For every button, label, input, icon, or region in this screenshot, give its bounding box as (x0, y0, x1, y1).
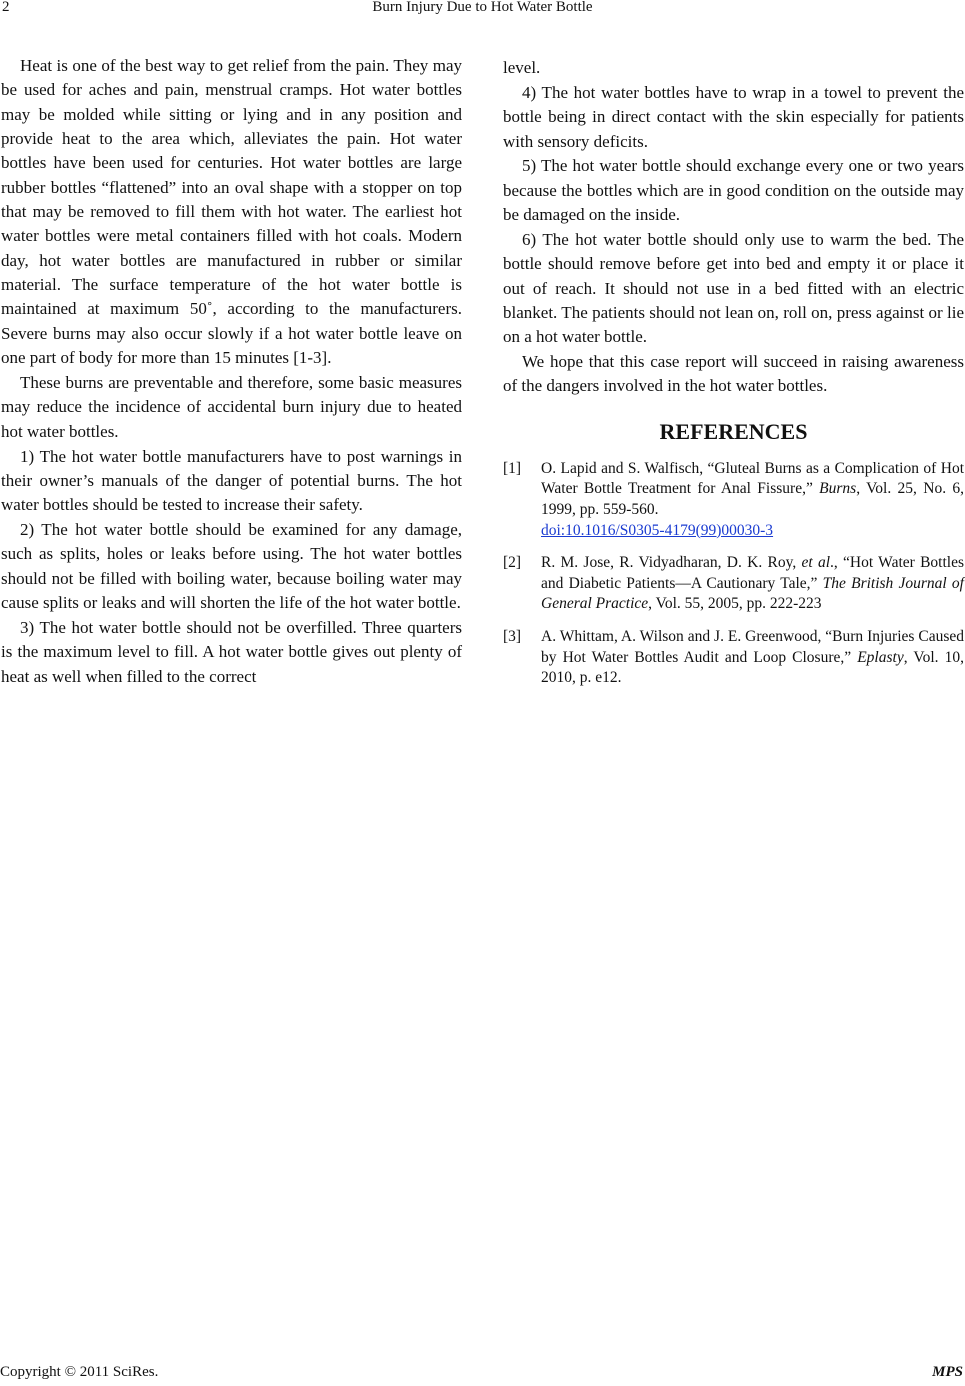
paragraph: 1) The hot water bottle manufacturers have to post warnings in their owner’s manuals of the danger of potential burns. The hot water bottles should be tested to increase their safety. (1, 446, 462, 515)
reference-item (503, 627, 964, 689)
reference-details: , Vol. 55, 2005, pp. 222-223 (648, 595, 822, 613)
reference-doi-link[interactable]: doi:10.1016/S0305-4179(99)00030-3 (541, 521, 774, 539)
reference-etal: et al (801, 554, 831, 572)
left-column (1, 54, 462, 689)
reference-journal: The British Journal of General Practice (541, 574, 964, 613)
paragraph: 3) The hot water bottle should not be overfilled. Three quarters is the maximum level to fill. A hot water bottle gives out plenty of heat as well when filled to the correct (1, 617, 462, 686)
right-column (503, 56, 964, 701)
reference-journal: Eplasty (857, 648, 904, 666)
paragraph: 6) The hot water bottle should only use to warm the bed. The bottle should remove before get into bed and empty it or place it out of reach. It should not use in a bed fitted with an electric blanket. The patients should not lean on, roll on, press against or lie on a hot water bottle. (503, 229, 964, 347)
reference-authors: O. Lapid and S. Walfisch, “Gluteal Burns as a Complication of Hot Water Bottle Treatment for Anal Fissure,” (541, 459, 964, 498)
reference-list (503, 459, 964, 689)
running-title: Burn Injury Due to Hot Water Bottle (372, 0, 593, 15)
copyright-notice: Copyright © 2011 SciRes. (0, 1364, 159, 1380)
paragraph-continuation: level. (503, 58, 541, 77)
reference-authors: R. M. Jose, R. Vidyadharan, D. K. Roy, (541, 554, 802, 572)
reference-journal: Burns (819, 480, 857, 498)
paragraph: 4) The hot water bottles have to wrap in a towel to prevent the bottle being in direct contact with the skin especially for patients with sensory deficits. (503, 82, 964, 151)
paragraph: Heat is one of the best way to get relief from the pain. They may be used for aches and pain, menstrual cramps. Hot water bottles may be molded while sitting or lying and in any position and provide heat to the area which, alleviates the pain. Hot water bottles have been used for centuries. Hot water bottles are large rubber bottles “flattened” into an oval shape with a stopper on top that may be removed to fill them with hot water. The earliest hot water bottles were metal containers filled with hot coals. Modern day, hot water bottles are manufactured in rubber or similar material. The surface temperature of the hot water bottle is maintained at maximum 50˚, according to the manufacturers. Severe burns may also occur slowly if a hot water bottle leave on one part of body for more than 15 minutes [1-3]. (1, 56, 462, 368)
references-heading: REFERENCES (659, 418, 808, 444)
page-number: 2 (2, 0, 10, 15)
paragraph: We hope that this case report will succeed in raising awareness of the dangers involved in the hot water bottles. (503, 352, 964, 396)
paragraph: 5) The hot water bottle should exchange every one or two years because the bottles which are in good condition on the outside may be damaged on the inside. (503, 156, 964, 225)
reference-title: ., “Hot Water Bottles and Diabetic Patients—A Cautionary Tale,” (541, 554, 964, 592)
reference-number: [1] (503, 459, 522, 477)
reference-item (503, 459, 964, 541)
reference-authors: A. Whittam, A. Wilson and J. E. Greenwood, “Burn Injuries Caused by Hot Water Bottles Audit and Loop Closure,” (541, 627, 964, 666)
paragraph: 2) The hot water bottle should be examined for any damage, such as splits, holes or leaks before using. The hot water bottles should not be filled with boiling water, because boiling water may cause splits or leaks and will shorten the life of the hot water bottle. (1, 520, 462, 613)
reference-details: , Vol. 25, No. 6, 1999, pp. 559-560. (541, 480, 965, 518)
journal-abbreviation: MPS (932, 1364, 963, 1380)
reference-details: , Vol. 10, 2010, p. e12. (541, 648, 964, 687)
paragraph: These burns are preventable and therefore, some basic measures may reduce the incidence of accidental burn injury due to heated hot water bottles. (1, 372, 462, 441)
reference-item (503, 553, 964, 615)
reference-number: [2] (503, 554, 522, 572)
reference-number: [3] (503, 627, 522, 645)
